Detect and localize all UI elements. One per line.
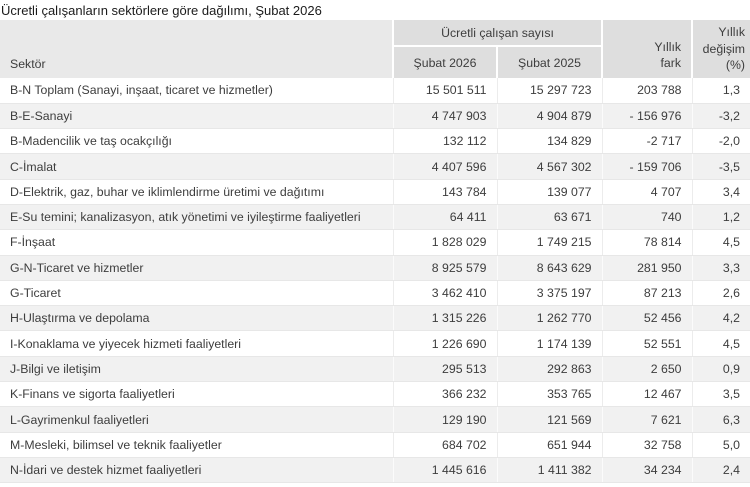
annual-change-cell: -2,0 bbox=[692, 129, 750, 154]
feb2026-cell: 295 513 bbox=[393, 356, 497, 381]
table-row bbox=[0, 280, 750, 305]
annual-difference-label: Yıllık fark bbox=[654, 39, 682, 71]
annual-change-cell: 4,5 bbox=[692, 331, 750, 356]
table-header bbox=[0, 20, 750, 78]
table-row bbox=[0, 204, 750, 229]
table-row bbox=[0, 154, 750, 179]
annual-change-cell: 2,4 bbox=[692, 457, 750, 482]
column-header-feb-2025: Şubat 2025 bbox=[497, 46, 602, 78]
column-group-header-employee-count: Ücretli çalışan sayısı bbox=[393, 20, 602, 46]
table-row bbox=[0, 382, 750, 407]
feb2025-cell: 3 375 197 bbox=[497, 280, 602, 305]
feb2025-cell: 1 411 382 bbox=[497, 457, 602, 482]
sector-cell: G-Ticaret bbox=[0, 280, 393, 305]
column-header-sector: Sektör bbox=[0, 20, 393, 78]
annual-diff-cell: 4 707 bbox=[602, 179, 692, 204]
feb2025-cell: 63 671 bbox=[497, 204, 602, 229]
sector-cell: E-Su temini; kanalizasyon, atık yönetimi ve iyileştirme faaliyetleri bbox=[0, 204, 393, 229]
feb2025-cell: 292 863 bbox=[497, 356, 602, 381]
table-row bbox=[0, 432, 750, 457]
annual-change-cell: 3,5 bbox=[692, 382, 750, 407]
sector-cell: F-İnşaat bbox=[0, 230, 393, 255]
annual-diff-cell: - 156 976 bbox=[602, 103, 692, 128]
feb2026-cell: 684 702 bbox=[393, 432, 497, 457]
annual-diff-cell: 52 456 bbox=[602, 306, 692, 331]
feb2026-cell: 129 190 bbox=[393, 407, 497, 432]
feb2026-cell: 132 112 bbox=[393, 129, 497, 154]
sector-cell: K-Finans ve sigorta faaliyetleri bbox=[0, 382, 393, 407]
annual-change-cell: 4,5 bbox=[692, 230, 750, 255]
annual-diff-cell: 281 950 bbox=[602, 255, 692, 280]
annual-change-cell: -3,5 bbox=[692, 154, 750, 179]
feb2026-cell: 1 828 029 bbox=[393, 230, 497, 255]
table-row bbox=[0, 78, 750, 103]
feb2026-cell: 3 462 410 bbox=[393, 280, 497, 305]
sector-cell: H-Ulaştırma ve depolama bbox=[0, 306, 393, 331]
annual-diff-cell: 2 650 bbox=[602, 356, 692, 381]
feb2026-cell: 8 925 579 bbox=[393, 255, 497, 280]
annual-diff-cell: -2 717 bbox=[602, 129, 692, 154]
feb2026-cell: 1 226 690 bbox=[393, 331, 497, 356]
annual-change-cell: 0,9 bbox=[692, 356, 750, 381]
annual-diff-cell: 740 bbox=[602, 204, 692, 229]
feb2025-cell: 1 262 770 bbox=[497, 306, 602, 331]
feb2026-cell: 4 407 596 bbox=[393, 154, 497, 179]
feb2025-cell: 4 567 302 bbox=[497, 154, 602, 179]
annual-change-cell: -3,2 bbox=[692, 103, 750, 128]
feb2025-cell: 353 765 bbox=[497, 382, 602, 407]
annual-diff-cell: 87 213 bbox=[602, 280, 692, 305]
feb2026-cell: 1 445 616 bbox=[393, 457, 497, 482]
table-row bbox=[0, 129, 750, 154]
annual-diff-cell: 203 788 bbox=[602, 78, 692, 103]
table-row bbox=[0, 306, 750, 331]
column-header-annual-difference bbox=[602, 20, 692, 78]
sector-cell: L-Gayrimenkul faaliyetleri bbox=[0, 407, 393, 432]
annual-diff-cell: 12 467 bbox=[602, 382, 692, 407]
feb2025-cell: 4 904 879 bbox=[497, 103, 602, 128]
sector-cell: M-Mesleki, bilimsel ve teknik faaliyetler bbox=[0, 432, 393, 457]
sector-cell: C-İmalat bbox=[0, 154, 393, 179]
table-row bbox=[0, 457, 750, 482]
feb2026-cell: 366 232 bbox=[393, 382, 497, 407]
annual-change-cell: 1,3 bbox=[692, 78, 750, 103]
annual-change-cell: 5,0 bbox=[692, 432, 750, 457]
sector-cell: G-N-Ticaret ve hizmetler bbox=[0, 255, 393, 280]
sector-cell: B-Madencilik ve taş ocakçılığı bbox=[0, 129, 393, 154]
annual-diff-cell: 78 814 bbox=[602, 230, 692, 255]
annual-change-cell: 3,3 bbox=[692, 255, 750, 280]
sector-cell: B-E-Sanayi bbox=[0, 103, 393, 128]
annual-diff-cell: 34 234 bbox=[602, 457, 692, 482]
feb2025-cell: 139 077 bbox=[497, 179, 602, 204]
annual-change-cell: 6,3 bbox=[692, 407, 750, 432]
table-row bbox=[0, 103, 750, 128]
table-row bbox=[0, 356, 750, 381]
page-title: Ücretli çalışanların sektörlere göre dağılımı, Şubat 2026 bbox=[1, 3, 322, 18]
table-row bbox=[0, 179, 750, 204]
annual-diff-cell: 32 758 bbox=[602, 432, 692, 457]
feb2025-cell: 1 174 139 bbox=[497, 331, 602, 356]
feb2025-cell: 1 749 215 bbox=[497, 230, 602, 255]
feb2025-cell: 121 569 bbox=[497, 407, 602, 432]
annual-change-cell: 1,2 bbox=[692, 204, 750, 229]
feb2025-cell: 651 944 bbox=[497, 432, 602, 457]
sector-cell: I-Konaklama ve yiyecek hizmeti faaliyetleri bbox=[0, 331, 393, 356]
annual-change-cell: 2,6 bbox=[692, 280, 750, 305]
table-body bbox=[0, 78, 750, 483]
feb2026-cell: 143 784 bbox=[393, 179, 497, 204]
feb2026-cell: 15 501 511 bbox=[393, 78, 497, 103]
sector-cell: N-İdari ve destek hizmet faaliyetleri bbox=[0, 457, 393, 482]
feb2026-cell: 64 411 bbox=[393, 204, 497, 229]
table-row bbox=[0, 255, 750, 280]
annual-diff-cell: 52 551 bbox=[602, 331, 692, 356]
table-row bbox=[0, 407, 750, 432]
column-header-annual-change bbox=[692, 20, 750, 78]
table-row bbox=[0, 230, 750, 255]
annual-diff-cell: 7 621 bbox=[602, 407, 692, 432]
sector-cell: B-N Toplam (Sanayi, inşaat, ticaret ve hizmetler) bbox=[0, 78, 393, 103]
annual-change-label: Yıllık değişim (%) bbox=[702, 25, 746, 73]
annual-change-cell: 4,2 bbox=[692, 306, 750, 331]
feb2025-cell: 15 297 723 bbox=[497, 78, 602, 103]
annual-diff-cell: - 159 706 bbox=[602, 154, 692, 179]
header-row-1 bbox=[0, 20, 750, 46]
table-row bbox=[0, 331, 750, 356]
feb2025-cell: 8 643 629 bbox=[497, 255, 602, 280]
annual-change-cell: 3,4 bbox=[692, 179, 750, 204]
feb2026-cell: 1 315 226 bbox=[393, 306, 497, 331]
sector-cell: J-Bilgi ve iletişim bbox=[0, 356, 393, 381]
feb2026-cell: 4 747 903 bbox=[393, 103, 497, 128]
paid-employees-by-sector-table bbox=[0, 20, 750, 483]
feb2025-cell: 134 829 bbox=[497, 129, 602, 154]
sector-cell: D-Elektrik, gaz, buhar ve iklimlendirme üretimi ve dağıtımı bbox=[0, 179, 393, 204]
column-header-feb-2026: Şubat 2026 bbox=[393, 46, 497, 78]
